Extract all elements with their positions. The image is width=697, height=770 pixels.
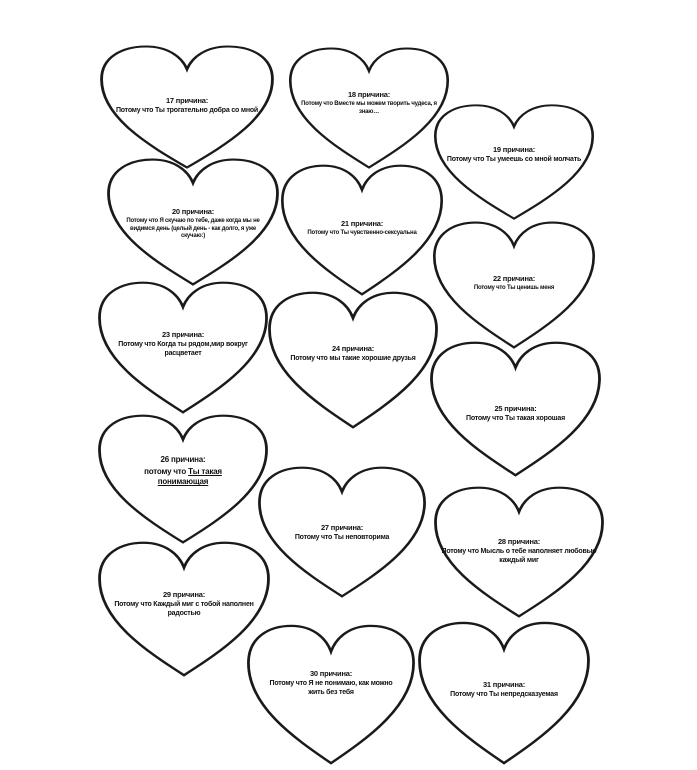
reason-text: Потому что Ты трогательно добра со мной — [115, 107, 259, 115]
reason-number: 31 причина: — [482, 680, 526, 689]
reason-number: 17 причина: — [165, 96, 209, 105]
reason-number: 24 причина: — [331, 344, 375, 353]
reason-text: Потому что Ты непредсказуемая — [450, 691, 558, 699]
reason-text: Потому что мы такие хорошие друзья — [290, 355, 416, 363]
reason-text: Потому что Ты чувственно-сексуальна — [307, 230, 417, 237]
reason-number: 26 причина: — [160, 455, 206, 464]
heart-21 — [279, 163, 445, 297]
reason-number: 20 причина: — [171, 207, 215, 216]
heart-26 — [96, 413, 270, 545]
reason-text: Потому что Я не понимаю, как можно жить без тебя — [269, 680, 393, 697]
reason-text: Потому что Каждый миг с тобой наполнен радостью — [114, 601, 254, 618]
reason-text: Потому что Ты ценишь меня — [473, 285, 555, 292]
reason-number: 23 причина: — [161, 330, 205, 339]
reason-text: потому что — [144, 467, 187, 476]
heart-31 — [416, 620, 592, 766]
reason-number: 18 причина: — [347, 90, 391, 99]
reason-text: Потому что Вместе мы можем творить чудеса, я знаю… — [301, 101, 437, 115]
heart-19 — [432, 103, 596, 221]
reason-text: Потому что Когда ты рядом,мир вокруг расцветает — [118, 341, 248, 358]
reason-number: 25 причина: — [494, 404, 537, 413]
reason-number: 29 причина: — [162, 590, 206, 599]
reason-text: Потому что Мысль о тебе наполняет любовью каждый миг — [441, 548, 597, 565]
heart-27 — [256, 465, 428, 599]
reason-number: 22 причина: — [492, 274, 536, 283]
reason-text-underlined: Ты такая понимающая — [157, 467, 222, 487]
heart-17 — [98, 44, 276, 170]
heart-22 — [431, 220, 597, 350]
heart-18 — [287, 46, 451, 170]
reason-text: Потому что Ты такая хорошая — [465, 415, 565, 423]
reason-text: Потому что Я скучаю по тебе, даже когда мы не видимся день (целый день - как долго, я уже скучаю:) — [126, 218, 260, 240]
heart-23 — [96, 280, 270, 415]
reason-number: 27 причина: — [320, 523, 364, 532]
reason-text: Потому что Ты неповторима — [294, 534, 390, 542]
heart-25 — [428, 340, 603, 478]
heart-28 — [432, 485, 606, 619]
heart-24 — [266, 290, 440, 430]
heart-20 — [105, 157, 281, 287]
reason-number: 21 причина: — [340, 219, 384, 228]
reason-number: 19 причина: — [492, 145, 536, 154]
reason-number: 30 причина: — [309, 669, 353, 678]
heart-30 — [245, 623, 417, 766]
reason-text: Потому что Ты умеешь со мной молчать — [446, 156, 582, 164]
reason-number: 28 причина: — [497, 537, 541, 546]
